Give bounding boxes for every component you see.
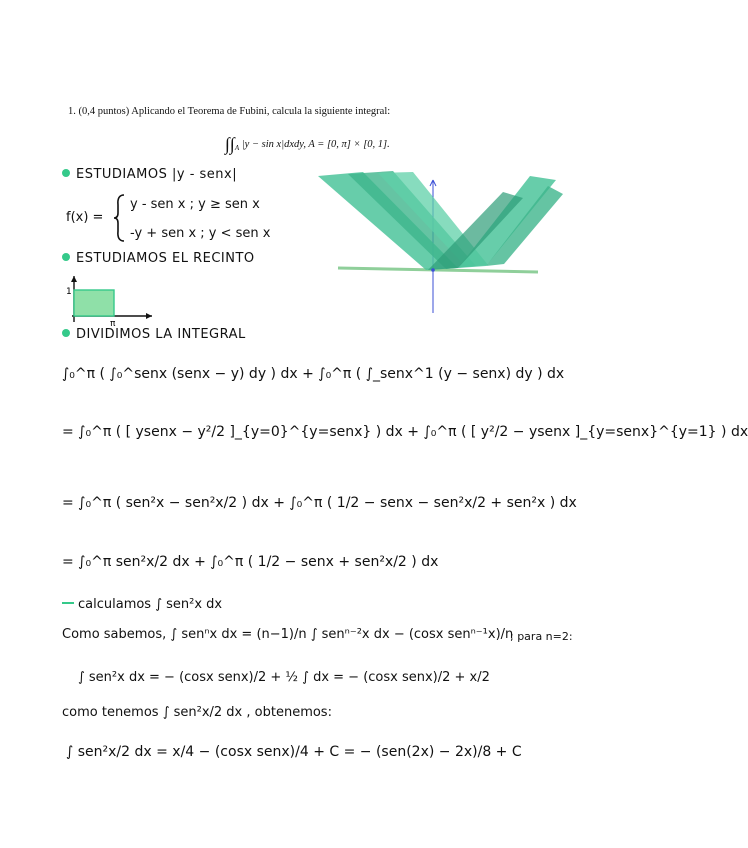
- problem-integral: $\int\int_A$ |y − sin x|dxdy, A = [0, π] × [0, 1].: [225, 134, 390, 154]
- piecewise-case-1: y - sen x ; y ≥ sen x: [130, 197, 260, 212]
- heading-recinto: ESTUDIAMOS EL RECINTO: [62, 251, 255, 266]
- sen2-result: ∫ sen²x dx = − (cosx senx)/2 + ½ ∫ dx = − (cosx senx)/2 + x/2: [78, 670, 490, 685]
- derivation-line-3: = ∫₀^π ( sen²x − sen²x/2 ) dx + ∫₀^π ( 1/2 − senx − sen²x/2 + sen²x ) dx: [62, 495, 577, 511]
- region-y-label: 1: [66, 287, 72, 297]
- bullet-dash-icon: [62, 602, 74, 604]
- piecewise-case-2: -y + sen x ; y < sen x: [130, 226, 271, 241]
- derivation-line-4: = ∫₀^π sen²x/2 dx + ∫₀^π ( 1/2 − senx + sen²x/2 ) dx: [62, 554, 439, 570]
- heading-estudiamos: ESTUDIAMOS |y - senx|: [62, 167, 237, 182]
- region-x-label: π: [110, 319, 116, 329]
- surface-plot: [308, 168, 568, 316]
- region-rectangle: [74, 290, 114, 316]
- reduction-formula: Como sabemos, ∫ senⁿx dx = (n−1)/n ∫ senⁿ⁻²x dx − (cosx senⁿ⁻¹x)/n: [62, 627, 514, 642]
- piecewise-label: f(x) =: [66, 210, 104, 225]
- heading-dividimos: DIVIDIMOS LA INTEGRAL: [62, 327, 246, 342]
- derivation-line-2: = ∫₀^π ( [ ysenx − y²/2 ]_{y=0}^{y=senx} ) dx + ∫₀^π ( [ y²/2 − ysenx ]_{y=senx}^{y=1} ) dx: [62, 424, 748, 440]
- como-tenemos: como tenemos ∫ sen²x/2 dx , obtenemos:: [62, 705, 332, 720]
- problem-statement: 1. (0,4 puntos) Aplicando el Teorema de Fubini, calcula la siguiente integral:: [68, 106, 391, 117]
- derivation-line-1: ∫₀^π ( ∫₀^senx (senx − y) dy ) dx + ∫₀^π ( ∫_senx^1 (y − senx) dy ) dx: [62, 366, 565, 382]
- n-equals-2-note: ; para n=2:: [510, 630, 573, 643]
- bullet-dot-icon: [62, 169, 70, 177]
- bullet-dot-icon: [62, 253, 70, 261]
- bullet-dot-icon: [62, 329, 70, 337]
- region-sketch: [60, 272, 160, 328]
- heading-calculamos: calculamos ∫ sen²x dx: [62, 597, 222, 612]
- brace-icon: [112, 193, 126, 243]
- final-result: ∫ sen²x/2 dx = x/4 − (cosx senx)/4 + C = − (sen(2x) − 2x)/8 + C: [66, 744, 522, 760]
